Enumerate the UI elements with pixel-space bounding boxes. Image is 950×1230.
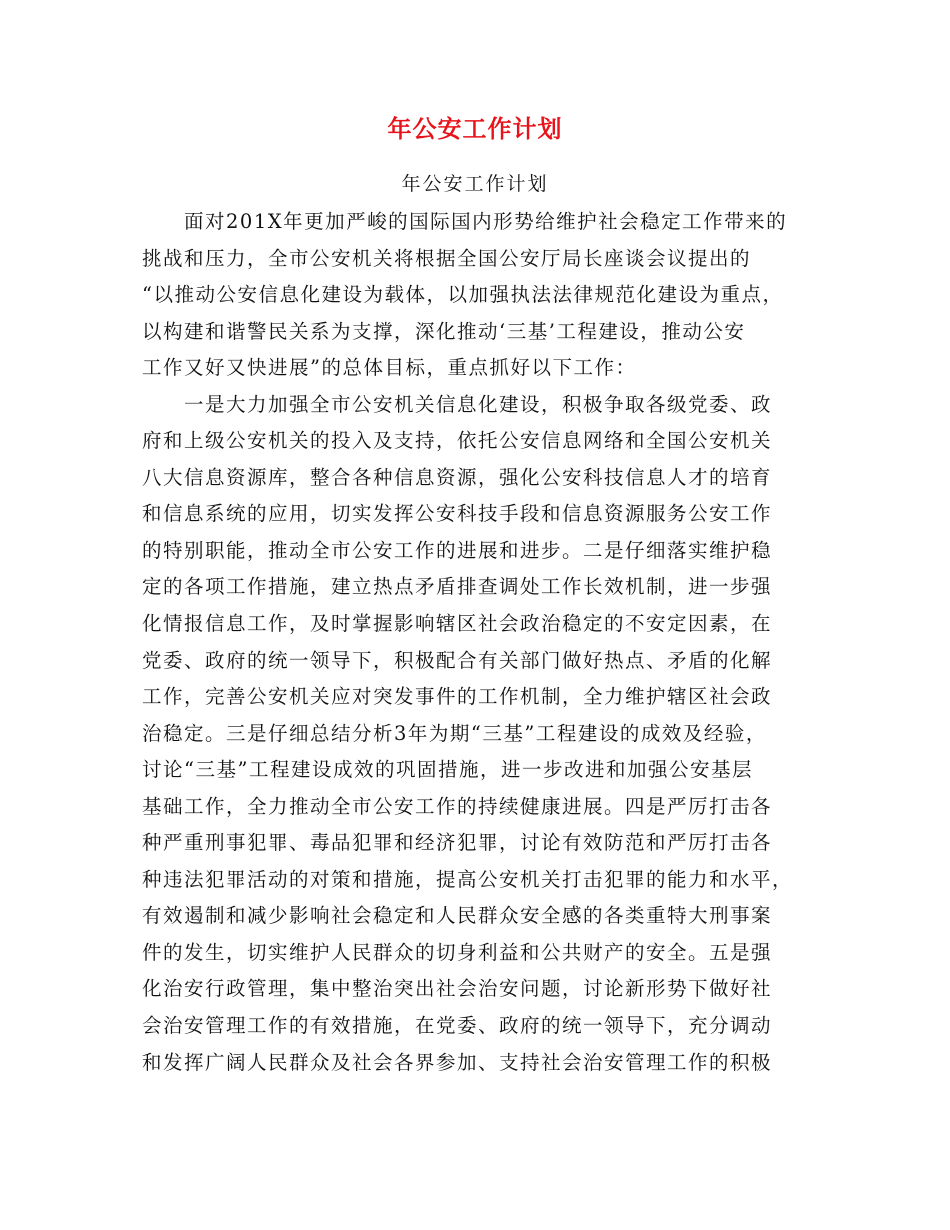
text-line: 的特别职能，推动全市公安工作的进展和进步。二是仔细落实维护稳 — [142, 538, 773, 562]
text-line: 一是大力加强全市公安机关信息化建设，积极争取各级党委、政 — [184, 392, 773, 416]
text-line: “以推动公安信息化建设为载体，以加强执法法律规范化建设为重点， — [142, 283, 784, 307]
text-line: 种违法犯罪活动的对策和措施，提高公安机关打击犯罪的能力和水平， — [142, 867, 794, 891]
text-line: 和发挥广阔人民群众及社会各界参加、支持社会治安管理工作的积极 — [142, 1050, 773, 1074]
text-line: 以构建和谐警民关系为支撑，深化推动‘三基’工程建设，推动公安 — [142, 319, 746, 343]
text-line: 讨论“三基”工程建设成效的巩固措施，进一步改进和加强公安基层 — [142, 758, 753, 782]
text-line: 府和上级公安机关的投入及支持，依托公安信息网络和全国公安机关 — [142, 429, 773, 453]
text-line: 种严重刑事犯罪、毒品犯罪和经济犯罪，讨论有效防范和严厉打击各 — [142, 831, 773, 855]
text-line: 工作，完善公安机关应对突发事件的工作机制，全力维护辖区社会政 — [142, 685, 773, 709]
text-line: 基础工作，全力推动全市公安工作的持续健康进展。四是严厉打击各 — [142, 794, 773, 818]
text-line: 治稳定。三是仔细总结分析3年为期“三基”工程建设的成效及经验， — [142, 721, 767, 745]
document-title: 年公安工作计划 — [387, 115, 563, 143]
text-line: 化治安行政管理，集中整治突出社会治安问题，讨论新形势下做好社 — [142, 977, 773, 1001]
text-line: 化情报信息工作，及时掌握影响辖区社会政治稳定的不安定因素，在 — [142, 612, 773, 636]
text-line: 工作又好又快进展”的总体目标，重点抓好以下工作： — [142, 356, 637, 380]
text-line: 挑战和压力，全市公安机关将根据全国公安厅局长座谈会议提出的 — [142, 246, 752, 270]
text-line: 会治安管理工作的有效措施，在党委、政府的统一领导下，充分调动 — [142, 1014, 773, 1038]
text-line: 件的发生，切实维护人民群众的切身利益和公共财产的安全。五是强 — [142, 940, 773, 964]
text-line: 定的各项工作措施，建立热点矛盾排查调处工作长效机制，进一步强 — [142, 575, 773, 599]
text-line: 八大信息资源库，整合各种信息资源，强化公安科技信息人才的培育 — [142, 465, 773, 489]
text-line: 和信息系统的应用，切实发挥公安科技手段和信息资源服务公安工作 — [142, 502, 773, 526]
text-line: 有效遏制和减少影响社会稳定和人民群众安全感的各类重特大刑事案 — [142, 904, 773, 928]
document-subtitle: 年公安工作计划 — [401, 173, 549, 195]
text-line: 面对201X年更加严峻的国际国内形势给维护社会稳定工作带来的 — [184, 210, 788, 233]
document-body — [142, 204, 812, 1081]
text-line: 党委、政府的统一领导下，积极配合有关部门做好热点、矛盾的化解 — [142, 648, 773, 672]
